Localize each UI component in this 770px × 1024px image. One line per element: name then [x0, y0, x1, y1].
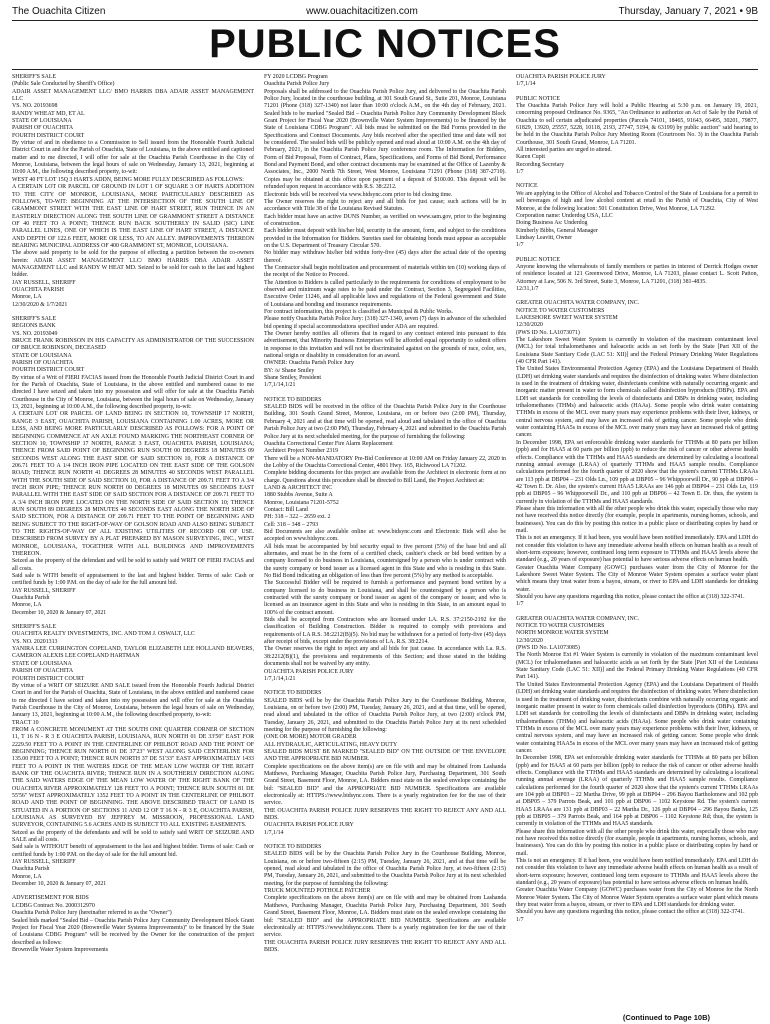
notice-paragraph: PH: 318 – 322 – 2659 ext. 2	[264, 514, 331, 521]
notice-paragraph: SEALED BIDS will be by the Ouachita Parish Police Jury in the Courthouse Building, Monroe, Louisiana, on or before two (2:00) PM, Tuesday, January 26, 2021, and at that time, will be opened, read aloud and tabulated in the office of Ouachita Parish Police Jury, at two (2:00) o'clock PM, Tuesday, January 26, 2021, and submitted to the Ouachita Parish Police Jury at its next scheduled meeting for the purpose of furnishing the following:	[264, 697, 506, 733]
notice-paragraph: OWNER: Ouachita Parish Police Jury	[264, 360, 354, 367]
notice-paragraph: JAY RUSSELL, SHERIFF	[12, 859, 76, 866]
notice-paragraph: PARISH OF OUACHITA	[12, 668, 74, 675]
notice-paragraph: In December 1998, EPA set enforceable drinking water standards for TTHMs at 80 parts per billion (ppb) and for HAA5 at 60 parts per billion (ppb) to reduce the risk of cancer or other adverse health effects. Compliance with the TTHMs and HAA5 standards are determined by calculating a locational running annual average (LRAA) of quarterly TTHMs and HAA5 sample results. Compliance calculations performed for the fourth quarter of 2020 show that the system's current TTHMs LRAAs are 113 ppb at DBP04 – 231 Olds Ln., 109 ppb at DBP05 – 96 Whippoorwill Dr., 90 ppb at DBP06 – 42 Town E. Dr. Also, the system's current HAA5 LRAAs are 146 ppb at DBP04 – 231 Olds Ln, 119 ppb at DBP05 – 96 Whippoorwill Dr., and 110 ppb at DBP06 – 42 Town E. Dr. thus, the system is currently in violation of the TTHMs and HAA5 standards.	[516, 439, 758, 505]
notice-paragraph: (ONE OR MORE) MOTOR GRADER	[264, 734, 357, 741]
notice-paragraph: The Ouachita Parish Police Jury will hold a Public Hearing at 5:30 p.m. on January 19, 2021, concerning proposed Ordinance No. 9365, "An Ordinance to authorize an Act of Sale by the Parish of Ouachita to sell certain adjudicated properties (Parcels 74101, 18465, 91643, 66495, 30201, 79877, 61829, 13920, 25557, 5228, 10118, 2193, 27747, 5194, & 63199) by public auction" said hearing to be held in the Ouachita Parish Police Jury Meeting Room (Courtroom No. 3) in the Ouachita Parish Courthouse, 301 South Grand, Monroe, LA 71201.	[516, 103, 758, 146]
notice-separator	[516, 609, 758, 616]
title-rule	[12, 69, 758, 70]
notice-paragraph: Contact: Bill Land	[264, 506, 308, 513]
notice-paragraph: Electronic bids will be received via www.bidsync.com prior to bid closing time.	[264, 191, 453, 198]
notice-paragraph: YANIRA LEE CURRINGTON COPELAND, TAYLOR ELIZABETH LEE HOLLAND BEAVERS, CAMERON ALEXIS LEE COPELAND HARTMAN	[12, 646, 254, 660]
notice-paragraph: Bids shall be accepted from Contractors who are licensed under LA. R.S. 37:2150-2192 for the classification of Building Construction. Bidder is required to comply with provisions and requirements of LA R.S. 38:2212(B)(5). No bid may be withdrawn for a period of forty-five (45) days after receipt of bids, except under the provisions of LA. R.S. 38:2214.	[264, 617, 506, 646]
column-2	[264, 74, 506, 1010]
page-title: PUBLIC NOTICES	[209, 22, 561, 66]
notice-paragraph: OUACHITA PARISH POLICE JURY	[516, 74, 606, 80]
notice-paragraph: SHERIFF'S SALE	[12, 624, 57, 631]
notice-paragraph: NOTICE TO BIDDERS	[264, 844, 322, 851]
notice-separator	[264, 837, 506, 844]
notice-paragraph: Architect Project Number 2319	[264, 448, 339, 455]
notice-paragraph: NORTH MONROE WATER SYSTEM	[516, 630, 609, 637]
notice-paragraph: (PWS ID No. LA1073085)	[516, 645, 580, 652]
notice-paragraph: Greater Ouachita Water Company (GOWC) purchases water from the City of Monroe for the Lakeshore Sweet Water System. The City of Monroe Water System operates a surface water plant which means they treat water from a bayou, stream, or river to EPA and LDH standards for drinking water.	[516, 564, 758, 593]
notice-paragraph: Corporation name: Underdog USA, LLC	[516, 212, 613, 219]
notice-paragraph: PUBLIC NOTICE	[516, 256, 561, 263]
notice-paragraph: Doing Business As: Underdog	[516, 220, 588, 227]
notice-paragraph: STATE OF LOUISIANA	[12, 660, 72, 667]
notice-paragraph: Complete bidding documents for this project are available from the Architect in electronic form at no charge. Questions about this procedure shall be directed to Bill Land, the Project Architect at:	[264, 470, 506, 484]
notice-paragraph: Proposals shall be addressed to the Ouachita Parish Police Jury, and delivered to the Ouachita Parish Police Jury, located in the courthouse building, at 301 South Grand St., Suite 201, Monroe, Louisiana 71201 (Phone (318) 327-1340) not later than 10:00 o'clock A.M., on the 4th day of February, 2021. Sealed bids to be marked "Sealed Bid – Ouachita Parish Police Jury Community Development Block Grant Project for Fiscal Year 2020 (Brownville Water System Improvements) to be financed by the State of Louisiana CDBG Program". All bids must be submitted on the Bid Forms provided in the Specifications and Contract Documents. Any bids received after the specified time and date will not be considered. The sealed bids will be publicly opened and read aloud at 10:00 A.M. on the 4th day of February, 2021, in the Ouachita Parish Police Jury conference room. The Information for Bidders, Form of Bid Proposal, Form of Contract, Plans, Specifications, and Forms of Bid Bond, Performance Bond and Payment Bond, and other contract documents may be examined at the Office of Lazenby & Associates, Inc., 2000 North 7th Street, West Monroe, Louisiana 71291 (Phone (318) 387-2710). Copies may be obtained at this office upon payment of a deposit of $100.00. This deposit will be refunded upon request in accordance with R.S. 38:2212.	[264, 88, 506, 191]
notice-paragraph: 12/30/2020	[516, 322, 543, 329]
notice-paragraph: FOURTH DISTRICT COURT	[12, 367, 85, 374]
notice-separator	[12, 888, 254, 895]
notice-paragraph: We are applying to the Office of Alcohol and Tobacco Control of the State of Louisiana for a permit to sell beverages of high and low alcohol content at retail in the Parish of Ouachita, City of West Monroe, at the following location: 501 Constitution Drive, West Monroe, LA 71292.	[516, 190, 758, 212]
notice-separator	[12, 309, 254, 316]
notice-separator	[264, 390, 506, 397]
notice-paragraph: JAY RUSSELL, SHERIFF	[12, 279, 76, 286]
page-header	[12, 4, 758, 18]
notice-paragraph: ADVERTISEMENT FOR BIDS	[12, 895, 89, 902]
notice-paragraph: PARISH OF OUACHITA	[12, 360, 74, 367]
notice-paragraph: Monroe, Louisiana 71201-5752	[264, 499, 339, 506]
notice-separator	[12, 617, 254, 624]
notice-paragraph: A CERTAIN LOT OR PARCEL OF LAND BEING IN SECTION 10, TOWNSHIP 17 NORTH, RANGE 3 EAST, OUACHITA PARISH, LOUISIANA CONTAINING 1.00 ACRES, MORE OR LESS, AND BEING MORE PARTICULARLY DESCRIBED AS FOLLOWS: FOR A POINT OF BEGINNING COMMENCE AT AN AXLE FOUND MARKING THE NORTHEAST CORNER OF SECTION 10, TOWNSHIP 17 NORTH, RANGE 3 EAST, OUACHITA PARISH, LOUISIANA; THENCE FROM SAID POINT OF BEGINNING RUN SOUTH 00 DEGREES 18 MINUTES 09 SECONDS WEST ALONG THE EAST SIDE OF SAID SECTION 10, FOR A DISTANCE OF 206.71 FEET TO A 1/4 INCH IRON PIPE LOCATED ON THE EAST SIDE OF THE GOLSON ROAD; THENCE RUN NORTH 41 DEGREES 28 MINUTES 40 SECONDS WEST PARALLEL WITH THE SOUTH SIDE OF SAID SECTION 10, FOR A DISTANCE OF 209.71 FEET TO A 3/4 INCH IRON PIPE; THENCE RUN NORTH 00 DEGREES 18 MINUTES 09 SECONDS EAST PARALLEL WITH THE EAST SIDE OF SAID SECTION FOR A DISTANCE OF 209.71 FEET TO A 3/4 INCH IRON PIPE LOCATED ON THE NORTH SIDE OF SAID SECTION 10; THENCE RUN SOUTH 89 DEGREES 28 MINUTES 40 SECONDS EAST ALONG THE NORTH SIDE OF SAID SECTION, FOR A DISTANCE OF 209.71 FEET TO THE POINT OF BEGINNING AND BEING SUBJECT TO THE RIGHT-OF-WAY OF GOLSON ROAD AND ALSO BEING SUBJECT TO THE RIGHTS-OF-WAY OF ALL EXISTING UTILITIES OF RECORD OR OF USE. DESCRIBED FROM SURVEY BY A PLAT PREPARED BY MASON SURVEYING, INC., WEST MONROE, LOUISIANA, TOGETHER WITH ALL BUILDINGS AND IMPROVEMENTS THEREON.	[12, 411, 254, 557]
notice-paragraph: 1/7,1/14	[516, 81, 536, 88]
notice-paragraph: GREATER OUACHITA WATER COMPANY, INC.	[516, 615, 640, 622]
notice-paragraph: Karen Cupit	[516, 154, 545, 161]
notice-paragraph: By virtue of and in obedience to a Commission to Sell issued from the Honorable Fourth Judicial District Court in and for the Parish of Ouachita, State of Louisiana, in the above entitled and captioned matter and to me directed, I will offer for sale at the Ouachita Parish Courthouse in the City of Monroe, Louisiana, between the legal hours of sale on Wednesday, January 13, 2021, beginning at 10:00 A.M., the following described property, to-wit:	[12, 140, 254, 176]
notice-paragraph: 1/7	[516, 242, 524, 249]
notice-paragraph: 1/7,1/14	[264, 829, 284, 836]
notice-paragraph: Seized as the property of the defendant and will be sold to satisfy said WRIT OF FIERI FACIAS and all costs.	[12, 558, 254, 572]
notice-paragraph: BY: /s/ Shane Smiley	[264, 367, 315, 374]
notice-paragraph: STATE OF LOUISIANA	[12, 352, 72, 359]
notice-paragraph: (PWS ID No. LA1073071)	[516, 329, 580, 336]
notice-separator	[516, 250, 758, 257]
notice-paragraph: JAY RUSSELL, SHERIFF	[12, 587, 76, 594]
notice-paragraph: Said sale is WITHOUT benefit of appraisement to the last and highest bidder. Terms of sale: Cash or certified funds by 1:00 P.M. on the day of sale for the full amount bid.	[12, 844, 254, 858]
notice-paragraph: NOTICE TO BIDDERS	[264, 690, 322, 697]
notice-paragraph: SEALED BIDS MUST BE MARKED "SEALED BID" ON THE OUTSIDE OF THE ENVELOPE AND THE APPROPRIATE BID NUMBER.	[264, 748, 506, 763]
notice-paragraph: OUACHITA PARISH POLICE JURY	[264, 668, 354, 675]
notice-paragraph: By virtue of a WRIT OF SEIZURE AND SALE issued from the Honorable Fourth Judicial District Court in and for the Parish of Ouachita, State of Louisiana, in the above entitled and numbered cause to me directed I have seized and taken into my possession and will offer for sale at the Ouachita Parish Courthouse in the City of Monroe, Louisiana, between the legal hours of sale on Wednesday, January 13, 2021, beginning at 10:00 A.M., the following described property, to-wit:	[12, 682, 254, 719]
notice-paragraph: December 10, 2020 & January 07, 2021	[12, 881, 107, 888]
website: www.ouachitacitizen.com	[306, 5, 418, 17]
notice-paragraph: 1880 Stubbs Avenue, Suite A	[264, 492, 333, 499]
notice-paragraph: SHERIFF'S SALE	[12, 316, 57, 322]
notice-paragraph: GREATER OUACHITA WATER COMPANY, INC.	[516, 300, 640, 307]
notice-paragraph: Please share this information with all the other people who drink this water, especially those who may not have received this notice directly (for example, people in apartments, nursing homes, schools, and businesses). You can do this by posting this notice in a public place or distributing copies by hand or mail.	[516, 828, 758, 857]
notice-paragraph: Complete specifications on the above item(s) are on file with and may be obtained from Lashanda Matthews, Purchasing Manager, Ouachita Parish Police Jury, Purchasing Department, 301 South Grand Street, Basement Floor, Monroe, LA. Bidders must state on the sealed envelope containing the bid: "SEALED BID" and the APPROPRIATE BID NUMBER. Specifications are available electronically at: HTTPS://www.bidsync.com. There is a yearly registration fee for the use of their service.	[264, 895, 506, 939]
notice-paragraph: FOURTH DISTRICT COURT	[12, 675, 85, 682]
notice-paragraph: VS. NO. 20201313	[12, 638, 58, 645]
notice-paragraph: 12/30/2020 & 1/7/2021	[12, 301, 68, 308]
notice-paragraph: For contract information, this project is classified as Municipal & Public Works.	[264, 309, 454, 315]
notice-paragraph: December 10, 2020 & January 07, 2021	[12, 609, 107, 616]
notice-paragraph: Said sale is WITH benefit of appraisement to the last and highest bidder. Terms of sale: Cash or certified funds by 1:00 P.M. on the day of sale for the full amount bid.	[12, 573, 254, 587]
notice-paragraph: NOTICE TO WATER CUSTOMERS	[516, 307, 605, 314]
notice-paragraph: Ouachita Correctional Center Fire Alarm Replacement	[264, 440, 393, 447]
notice-paragraph: All interested parties are urged to attend.	[516, 147, 612, 154]
notice-paragraph: Cell: 318 – 348 – 2793	[264, 521, 319, 528]
notice-paragraph: Monroe, LA	[12, 602, 42, 609]
notice-paragraph: This is not an emergency. If it had been, you would have been notified immediately. EPA and LDH do not consider this violation to have any immediate adverse health effects on human health as a result of short-term exposure; however, continued long term exposure to TTHMs and HAA5 levels above the standard (e.g., 20 years of exposure) has potential to have serious adverse effects on human health.	[516, 535, 758, 564]
notice-paragraph: Should you have any questions regarding this notice, please contact the office at (318) 322-3741.	[516, 594, 745, 601]
notice-paragraph: VS. NO. 20193698	[12, 103, 58, 110]
notice-paragraph: Lindsay Leavitt, Owner	[516, 234, 573, 241]
notice-paragraph: FY 2020 LCDBG Program	[264, 74, 328, 80]
notice-paragraph: Kimberly Bibbs, General Manager	[516, 227, 598, 234]
notice-paragraph: NOTICE	[516, 183, 538, 190]
notice-paragraph: BRUCE FRANK ROBINSON IN HIS CAPACITY AS ADMINISTRATOR OF THE SUCCESSION OF BRUCE ROBINSON, DECEASED	[12, 338, 254, 352]
column-1	[12, 74, 254, 1010]
notice-paragraph: ADAIR ASSET MANAGEMENT LLC/ BMO HARRIS DBA ADAIR ASSET MANAGEMENT LLC	[12, 88, 254, 103]
notice-separator	[264, 683, 506, 690]
notice-paragraph: WEST 40 FT LOT 15Q 3 HARTS ADDN, BEING MORE FULLY DESCRIBED AS FOLLOWS:	[12, 176, 244, 183]
notice-paragraph: Shane Smiley, President	[264, 375, 322, 382]
notice-columns	[12, 74, 758, 1010]
notice-paragraph: SEALED BIDS will be by the Ouachita Parish Police Jury in the Courthouse Building, Monroe, Louisiana, on or before two-fifteen (2:15) PM, Tuesday, January 26, 2021, and at that time will be opened, read aloud and tabulated in the office of Ouachita Parish Police Jury, at two-fifteen (2:15) PM, Tuesday, January 26, 2021, and submitted to the Ouachita Parish Police Jury at its next scheduled meeting, for the purpose of furnishing the following:	[264, 851, 506, 887]
notice-paragraph: Bid Documents are also available online at: www.bidsync.com and Electronic Bids will also be accepted on www.bidsync.com.	[264, 528, 506, 543]
notice-paragraph: RANDY WHEAT MD, ET AL	[12, 110, 85, 117]
notice-paragraph: Each bidder must deposit with his/her bid, security in the amount, form, and subject to the conditions provided in the Information for Bidders. Sureties used for obtaining bonds must appear as acceptable on the U.S. Department of Treasury Circular 570.	[264, 228, 506, 249]
notice-paragraph: NOTICE TO BIDDERS	[264, 396, 322, 403]
notice-paragraph: Ouachita Parish	[12, 595, 50, 602]
header-rule	[12, 20, 758, 21]
notice-paragraph: Brownville Water System Improvements	[12, 946, 109, 953]
continued-note: (Continued to Page 10B)	[622, 1013, 710, 1022]
notice-paragraph: Each bidder must have an active DUNS Number, as verified on www.sam.gov, prior to the beginning of construction.	[264, 213, 506, 227]
notice-paragraph: SHERIFF'S SALE	[12, 74, 57, 80]
notice-paragraph: Greater Ouachita Water Company (GOWC) purchases water from the City of Monroe for the North Monroe Water System. The City of Monroe Water System operates a surface water plant which means they treat water from a bayou, stream, or river to EPA and LDH standards for drinking water.	[516, 887, 758, 909]
notice-paragraph: THE OUACHITA PARISH POLICE JURY RESERVES THE RIGHT TO REJECT ANY AND ALL BIDS.	[264, 807, 506, 822]
publication-name: The Ouachita Citizen	[12, 5, 106, 17]
notice-paragraph: Please share this information with all the other people who drink this water, especially those who may not have received this notice directly (for example, people in apartments, nursing homes, schools, and businesses). You can do this by posting this notice in a public place or distributing copies by hand or mail.	[516, 505, 758, 534]
notice-paragraph: No bidder may withdraw his/her bid within forty-five (45) days after the actual date of the opening thereof.	[264, 250, 506, 264]
notice-paragraph: 1/7,1/14,1/21	[264, 675, 296, 682]
notice-paragraph: STATE OF LOUISIANA	[12, 118, 72, 125]
notice-paragraph: The Owner reserves the right to reject any and all bids for just cause. In accordance with La. R.S. 38:2212(B)(1), the provisions and requirements of this Section; and those stated in the bidding documents shall not be waived by any entity.	[264, 646, 506, 668]
notice-paragraph: FOURTH DISTRICT COURT	[12, 132, 85, 139]
notice-paragraph: Should you have any questions regarding this notice, please contact the office at (318) 322-3741.	[516, 909, 745, 916]
notice-paragraph: The Owner reserves the right to reject any and all bids for just cause; such actions will be in accordance with Title 38 of the Louisiana Revised Statutes.	[264, 198, 506, 213]
notice-paragraph: 12/30/2020	[516, 637, 543, 644]
notice-paragraph: PARISH OF OUACHITA	[12, 125, 74, 132]
notice-paragraph: Anyone knowing the whereabouts of family members or parties in interest of Derrick Hodges owner of residence located at 121 Greenwood Drive, Monroe, LA 71203, please contact L. Scott Patton, Attorney at Law, 506 N. 3rd Street, Suite 3, Monroe, LA 71201, (318) 381-4835.	[516, 263, 758, 285]
notice-paragraph: VS. NO. 20193049	[12, 330, 58, 337]
notice-paragraph: Monroe, LA	[12, 294, 42, 301]
notice-paragraph: Ouachita Parish Police Jury (hereinafter referred to as the "Owner")	[12, 910, 172, 917]
notice-paragraph: This is not an emergency. If it had been, you would have been notified immediately. EPA and LDH do not consider this violation to have any immediate adverse health effects on human health as a result of short-term exposure; however, continued long term exposure to TTHMs and HAA5 levels above the standard (e.g., 20 years of exposure) has potential to have serious adverse effects on human health.	[516, 858, 758, 887]
notice-paragraph: The Owner hereby notifies all offerors that in regard to any contract entered into pursuant to this advertisement, that Minority Business Enterprises will be afforded equal opportunity to submit offers in response to this invitation and will not be discriminated against on the grounds of race, color, sex, national origin or disability in consideration for an award.	[264, 331, 506, 360]
notice-paragraph: There will be a NON-MANDATORY Pre-Bid Conference at 10:00 AM on Friday January 22, 2020 in the Lobby of the Ouachita Correctional Center, 4801 Hwy. 165, Richwood LA 71202.	[264, 455, 506, 469]
notice-paragraph: REGIONS BANK	[12, 323, 56, 330]
notice-paragraph: By virtue of a Writ of FIERI FACIAS issued from the Honorable Fourth Judicial District Court in and for the Parish of Ouachita, State of Louisiana, in the above entitled and numbered cause to me directed I have seized and taken into my possession and will offer for sale at the Ouachita Parish Courthouse in the City of Monroe, Louisiana, between the legal hours of sale on Wednesday, January 13, 2021, beginning at 10:00 A.M., the following described property, to-wit:	[12, 374, 254, 411]
notice-paragraph: The Lakeshore Sweet Water System is currently in violation of the maximum contaminant level (MCL) for total trihalomethanes and haloacetic acids as set forth by the State [Part XII of the Louisiana State Sanitary Code (LAC 51: XII)] and the Federal Primary Drinking Water Regulations (40 CFR Part 141).	[516, 337, 758, 366]
notice-separator	[516, 89, 758, 96]
notice-paragraph: ALL HYDRAULIC, ARTICULATING, HEAVY DUTY	[264, 741, 398, 748]
notice-paragraph: SEALED BIDS will be received in the office of the Ouachita Parish Police Jury in the Courthouse Building, 301 South Grand Street, Monroe, Louisiana, on or before two (2:00 PM), Thursday, February 4, 2021 and at that time will be opened, read aloud and tabulated in the office of Ouachita Parish Police Jury at two (2:00 PM), Thursday, February 4, 2021 and submitted to the Ouachita Parish Police Jury at its next scheduled meeting, for the purpose of furnishing the following:	[264, 404, 506, 440]
notice-paragraph: Please notify Ouachita Parish Police Jury: (318) 327-1340, seven (7) days in advance of the scheduled bid opening if special accommodations specified under ADA are required.	[264, 316, 506, 330]
notice-paragraph: OUACHITA REALTY INVESTMENTS, INC. AND TOM J. OSWALT, LLC	[12, 631, 195, 638]
notice-paragraph: The United States Environmental Protection Agency (EPA) and the Louisiana Department of Health (LDH) set drinking water standards and requires the disinfection of drinking water. Where disinfection is used in the treatment of drinking water, disinfectants combine with naturally occurring organic and inorganic matter present in water to form chemicals called disinfection byproducts (DBPs). EPA and LDH set standards for controlling the levels of disinfectants and DBPs in drinking water, including trihalomethanes (THMs) and haloacetic acids (HAAs). Some people who drink water containing TTHMs in excess of the MCL over many years may experience problems with their liver, kidneys, or central nervous system, and may have an increased risk of getting cancer. Some people who drink water containing HAA5s in excess of the MCL over many years may have an increased risk of getting cancer.	[516, 366, 758, 439]
notice-paragraph: NOTICE TO WATER CUSTOMERS	[516, 623, 605, 630]
notice-paragraph: OUACHITA PARISH POLICE JURY	[264, 822, 354, 829]
notice-paragraph: The Attention to Bidders is called particularly to the requirements for conditions of employment to be observed and minimum wage rates to be paid under the Contract, Section 3, Segregated Facilities, Executive Order 11246, and all applicable laws and regulations of the Federal government and State of Louisiana and bonding and insurance requirements.	[264, 279, 506, 308]
notice-paragraph: (Public Sale Conducted by Sheriff's Office)	[12, 81, 115, 88]
notice-paragraph: FROM A CONCRETE MONUMENT AT THE SOUTH ONE QUARTER CORNER OF SECTION 11, T 16 N - R 3 E OUACHITA PARISH, LOUISIANA, RUN NORTH 01 DE 33'50" EAST FOR 2229.50 FEET TO A POINT IN THE CENTERLINE OF PHILBOT ROAD AND THE POINT OF BEGINNING; THENCE RUN NORTH 01 DE 37'23" WEST ALONG SAID CENTERLINE FOR 135.00 FEET TO A POINT; THENCE RUN NORTH 37 DE 51'33" EAST APPROXIMATELY 1433 FEET TO A POINT IN THE WATERS EDGE OF THE MEAN LOW WATER OF THE RIGHT BANK OF THE OUACHITA RIVER; THENCE RUN IN A SOUTHERLY DIRECTION ALONG THE SAID WATERS EDGE OF THE MEAN LOW WATER OF THE RIGHT BANK OF THE OUACHITA RIVER APPROXIMATELY 128 FEET TO A POINT; THENCE RUN SOUTH 81 DE 55'56" WEST APPROXIMATELY 1352 FEET TO A POINT IN THE CENTERLINE OF PHILBOT ROAD AND THE POINT OF BEGINNING. THE ABOVE DESCRIBED TRACT OF LAND IS SITUATED IN A PORTION OF SECTIONS 11 AND 12 OF T 16 N - R 3 E, OUACHITA PARISH, LOUISIANA AS SURVEYED BY JEFFREY M. MISSROON, PROFESSIONAL LAND SURVEYOR, CONTAINING 5.6 ACRES AND IS SUBJECT TO ALL EXISTING EASEMENTS.	[12, 726, 254, 829]
notice-paragraph: THE OUACHITA PARISH POLICE JURY RESERVES THE RIGHT TO REJECT ANY AND ALL BIDS.	[264, 939, 506, 953]
notice-paragraph: 12/31,1/7	[516, 285, 539, 292]
notice-paragraph: LCDBG Contract No. 2000312970	[12, 902, 95, 909]
notice-paragraph: The Successful Bidder will be required to furnish a performance and payment bond written by a company licensed to do business in Louisiana, and shall be countersigned by a person who is contracted with the surety company or bond issuer as agent of the company or issuer, and who is licensed as an insurance agent in this State and who is residing in this State, in an amount equal to 100% of the contract amount.	[264, 580, 506, 616]
notice-paragraph: LAND & ARCHITECT INC	[264, 484, 333, 491]
notice-paragraph: Recording Secretary	[516, 161, 565, 168]
notice-paragraph: Ouachita Parish	[12, 866, 50, 873]
date-page-number: Thursday, January 7, 2021 • 9B	[618, 5, 758, 17]
notice-paragraph: All bids must be accompanied by bid security equal to five percent (5%) of the base bid and all alternates, and must be in the form of a certified check, cashier's check or bid bond written by a company licensed to do business in Louisiana, countersigned by a person who is under contract with the surety company or bond issuer as a licensed agent in this State and who is residing in this State. No Bid Bond indicating an obligation of less than five percent (5%) by any method is acceptable.	[264, 543, 506, 580]
notice-paragraph: Sealed bids marked "Sealed Bid – Ouachita Parish Police Jury Community Development Block Grant Project for Fiscal Year 2020 (Brownville Water Systems Improvements)" to be financed by the State of Louisiana CDBG Program" will be received by the Owner for the construction of the project described as follows:	[12, 917, 254, 946]
notice-paragraph: The Contractor shall begin mobilization and procurement of materials within ten (10) working days of the receipt of the Notice to Proceed.	[264, 264, 506, 279]
notice-paragraph: In December 1998, EPA set enforceable drinking water standards for TTHMs at 80 parts per billion (ppb) and for HAA5 at 60 parts per billion (ppb) to reduce the risk of cancer or other adverse health effects. Compliance with the TTHMs and HAA5 standards are determined by calculating a locational running annual average (LRAA) of quarterly TTHMs and HAA5 sample results. Compliance calculations performed for the fourth quarter of 2020 show that the system's current TTHMs LRAAs are 104 ppb at DBP03 – 22 Martha Drive, 99 ppb at DBP04 – 296 Bayou Bartholomew and 102 ppb at DBP05 – 379 Parrots Beak, and 101 ppb at DBP06 – 1102 Keystone Rd. The system's current HAA5 LRAAs are 131 ppb at DBP03 – 22 Martha Dr., 126 ppb at DBP04 – 296 Bayou Banks, 125 ppb at DBP05 – 379 Parrots Beak, and 164 ppb at DBP06 – 1102 Keystone Rd; thus, the system is currently in violation of the TTHMs and HAA5 standards.	[516, 755, 758, 828]
notice-paragraph: Complete specifications on the above item(s) are on file with and may be obtained from Lashanda Matthews, Purchasing Manager, Ouachita Parish Police Jury, Purchasing Department, 301 South Grand Street, Basement Floor, Monroe, LA. Bidders must state on the sealed envelope containing the bid: "SEALED BID" and the APPROPRIATE BID NUMBER. Specifications are available electronically at: HTTPS://www.bidsync.com. There is a yearly registration fee for the use of their service.	[264, 763, 506, 807]
notice-paragraph: The above said property to be sold for the purpose of effecting a partition between the co-owners herein: ADAIR ASSET MANAGEMENT LLC/ BMO HARRIS DBA ADAIR ASSET MANAGEMENT LLC and RANDY W HEAT MD. Seized to be sold for cash to the last and highest bidder.	[12, 250, 254, 279]
notice-paragraph: TRUCK MOUNTED POTHOLE PATCHER	[264, 888, 371, 895]
notice-paragraph: Seized as the property of the defendants and will be sold to satisfy said WRIT OF SEIZURE AND SALE and all costs.	[12, 829, 254, 844]
notice-paragraph: LAKESHORE SWEET WATER SYSTEM	[516, 314, 618, 321]
notice-paragraph: A CERTAIN LOT OR PARCEL OF GROUND IN LOT 1 OF SQUARE 3 OF HARTS ADDITION TO THE CITY OF MONROE, LOUISIANA, MORE PARTICULARLY DESCRIBED AS FOLLOWS, TO-WIT: BEGINNING AT THE INTERSECTION OF THE SOUTH LINE OF GRAMMONT STREET WITH THE EAST LINE OF HART STREET, RUN THENCE IN AN EASTERLY DIRECTION ALONG THE SOUTH LINE OF GRAMMONT STREET A DISTANCE OF 40 FEET TO A POINT; THENCE RUN BACK SOUTHERLY IN SALID (SIC) LINE PARALLEL LINES, ONE OF WHICH IS THE EAST LINE OF HART STREET, A DISTANCE AND DEPTH OF 122.6 FEET, MORE OR LESS, TO AN ALLEY. IMPROVEMENTS THEREON BEARING MUNICIPAL ADDRESS OF 400 GRAMMONT ST, MONROE, LOUISIANA.	[12, 184, 254, 249]
notice-separator	[516, 293, 758, 300]
notice-paragraph: The United States Environmental Protection Agency (EPA) and the Louisiana Department of Health (LDH) set drinking water standards and requires the disinfection of drinking water. Where disinfection is used in the treatment of drinking water, disinfectants combine with naturally occurring organic and inorganic matter present in water to form chemicals called disinfection byproducts (DBPs). EPA and LDH set standards for controlling the levels of disinfectants and DBPs in drinking water, including trihalomethanes (THMs) and haloacetic acids (HAAs). Some people who drink water containing TTHMs in excess of the MCL over many years may experience problems with their liver, kidneys, or central nervous system, and may have an increased risk of getting cancer. Some people who drink water containing HAA5s in excess of the MCL over many years may have an increased risk of getting cancer.	[516, 681, 758, 754]
notice-paragraph: 1/7,1/14,1/21	[264, 382, 296, 389]
notice-separator	[516, 176, 758, 183]
notice-paragraph: Ouachita Parish Police Jury	[264, 81, 330, 88]
notice-paragraph: Monroe, LA	[12, 873, 42, 880]
notice-paragraph: 1/7	[516, 916, 524, 923]
notice-paragraph: 1/7	[516, 601, 524, 608]
column-3	[516, 74, 758, 1010]
notice-paragraph: OUACHITA PARISH	[12, 286, 64, 293]
notice-paragraph: TRACT 10	[12, 719, 39, 726]
notice-paragraph: The North Monroe Ext #1 Water System is currently in violation of the maximum contaminant level (MCL) for trihalomethanes and haloacetic acids as set forth by the State [Part XII of the Louisiana State Sanitary Code (LAC 51: XII)] and the Federal Primary Drinking Water Regulations (40 CFR Part 141).	[516, 652, 758, 681]
notice-paragraph: PUBLIC NOTICE	[516, 95, 561, 102]
notice-paragraph: 1/7	[516, 169, 524, 176]
